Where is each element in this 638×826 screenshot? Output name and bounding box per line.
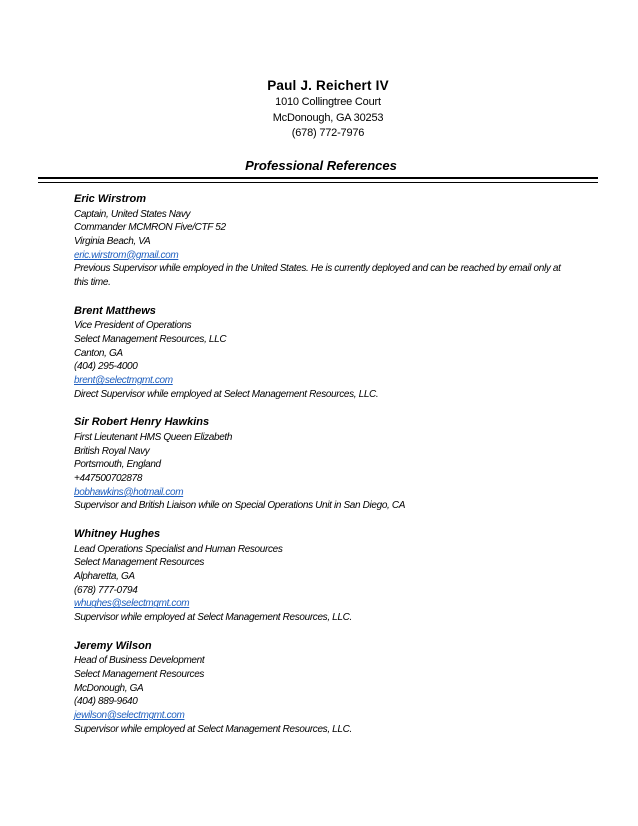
reference-name: Brent Matthews: [74, 304, 156, 317]
reference-note: Supervisor while employed at Select Management Resources, LLC.: [74, 612, 352, 624]
reference-organization: British Royal Navy: [74, 445, 150, 457]
reference-organization: Select Management Resources: [74, 669, 205, 681]
reference-entry: [74, 639, 574, 737]
reference-phone: (404) 889-9640: [74, 696, 138, 708]
reference-note: Direct Supervisor while employed at Select Management Resources, LLC.: [74, 388, 379, 400]
reference-phone: (404) 295-4000: [74, 361, 138, 373]
reference-title: Vice President of Operations: [74, 320, 192, 332]
reference-phone: +447500702878: [74, 473, 143, 485]
reference-title: Lead Operations Specialist and Human Resources: [74, 543, 283, 555]
reference-organization: Commander MCMRON Five/CTF 52: [74, 222, 226, 234]
reference-note: Supervisor and British Liaison while on Special Operations Unit in San Diego, CA: [74, 500, 406, 512]
reference-location: Portsmouth, England: [74, 459, 161, 471]
reference-name: Eric Wirstrom: [74, 193, 147, 205]
contact-block: [9, 77, 638, 142]
reference-email-link[interactable]: bobhawkins@hotmail.com: [74, 486, 184, 498]
reference-title: Head of Business Development: [74, 655, 205, 667]
references-list: [74, 192, 574, 751]
reference-location: McDonough, GA: [74, 682, 144, 694]
reference-entry: [74, 527, 574, 625]
reference-email-link[interactable]: jewilson@selectmgmt.com: [74, 710, 185, 722]
applicant-name: Paul J. Reichert IV: [267, 78, 389, 93]
reference-note: Supervisor while employed at Select Management Resources, LLC.: [74, 723, 352, 735]
reference-organization: Select Management Resources: [74, 557, 205, 569]
phone-number: (678) 772-7976: [291, 127, 365, 139]
reference-email-link[interactable]: whughes@selectmgmt.com: [74, 598, 190, 610]
reference-location: Alpharetta, GA: [74, 571, 135, 583]
reference-phone: (678) 777-0794: [74, 584, 138, 596]
reference-name: Sir Robert Henry Hawkins: [74, 416, 210, 429]
reference-title: Captain, United States Navy: [74, 208, 191, 220]
reference-note: Previous Supervisor while employed in the United States. He is currently deployed and can be reached by email only at this time.: [74, 263, 561, 289]
divider-thick: [38, 177, 598, 179]
city-state-zip: McDonough, GA 30253: [272, 111, 384, 124]
reference-entry: [74, 192, 574, 290]
reference-email-link[interactable]: eric.wirstrom@gmail.com: [74, 249, 179, 261]
reference-organization: Select Management Resources, LLC: [74, 333, 227, 345]
reference-name: Whitney Hughes: [74, 528, 161, 541]
reference-email-link[interactable]: brent@selectmgmt.com: [74, 375, 173, 387]
divider-thin: [38, 182, 598, 183]
reference-name: Jeremy Wilson: [74, 639, 152, 652]
section-title: [0, 157, 638, 174]
reference-location: Canton, GA: [74, 347, 123, 359]
reference-entry: [74, 415, 574, 513]
reference-entry: [74, 304, 574, 402]
contact-header: [0, 77, 638, 142]
reference-location: Virginia Beach, VA: [74, 235, 151, 247]
reference-title: First Lieutenant HMS Queen Elizabeth: [74, 431, 233, 443]
section-title-text: Professional References: [245, 158, 397, 173]
street-address: 1010 Collingtree Court: [275, 96, 381, 108]
